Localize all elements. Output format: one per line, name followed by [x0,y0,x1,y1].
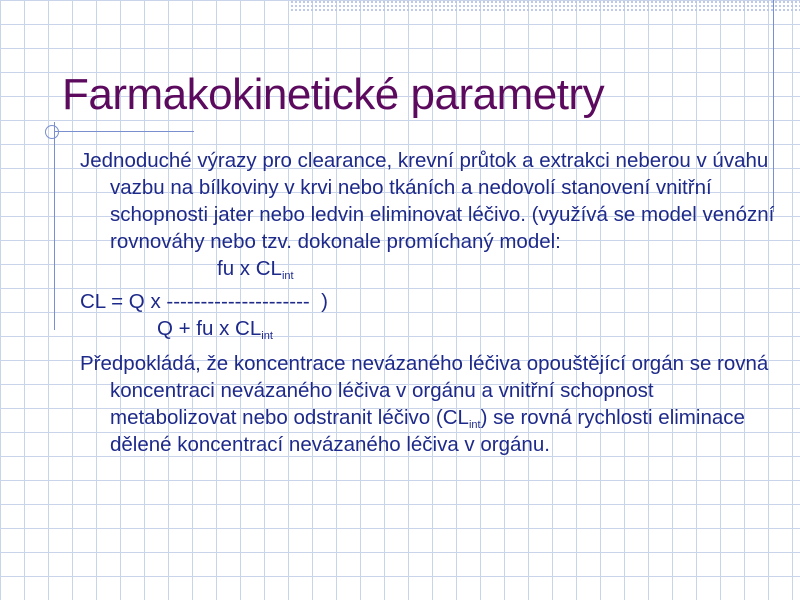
decorative-left-line [54,122,55,330]
formula-numerator [110,255,780,282]
paragraph-assumption [80,350,780,458]
paragraph-assumption-text-a: Předpokládá, že koncentrace nevázaného léčiva opouštějící orgán se rovná koncentraci nevázaného léčiva v orgánu a vnitřní schopnost metabolizovat nebo odstranit léčivo (CL [80,352,769,429]
formula-numerator-text: fu x CL [217,257,282,280]
decorative-dot-band [290,0,800,12]
paragraph-assumption-subscript: int [468,419,481,431]
slide-body [80,147,780,464]
paragraph-intro-text: Jednoduché výrazy pro clearance, krevní průtok a extrakci neberou v úvahu vazbu na bílkoviny v krvi nebo tkáních a nedovolí stanovení vnitřní schopnosti jater nebo ledvin eliminovat léčivo. (využívá se model venózní rovnováhy nebo tzv. dokonale promíchaný model: [80,149,775,253]
formula-line [80,288,780,315]
formula-denominator-subscript: int [261,330,273,342]
slide-title: Farmakokinetické parametry [62,70,605,119]
formula-denominator [80,315,780,342]
decorative-circle [45,125,59,139]
formula-numerator-subscript: int [281,270,294,282]
paragraph-assumption-text-b: ) se rovná rychlosti eliminace dělené koncentrací nevázaného léčiva v orgánu. [110,406,745,456]
formula-denominator-text: Q + fu x CL [157,317,262,340]
title-underline [54,131,194,132]
paragraph-intro [80,147,780,282]
formula-line-text: CL = Q x --------------------- ) [80,290,328,313]
